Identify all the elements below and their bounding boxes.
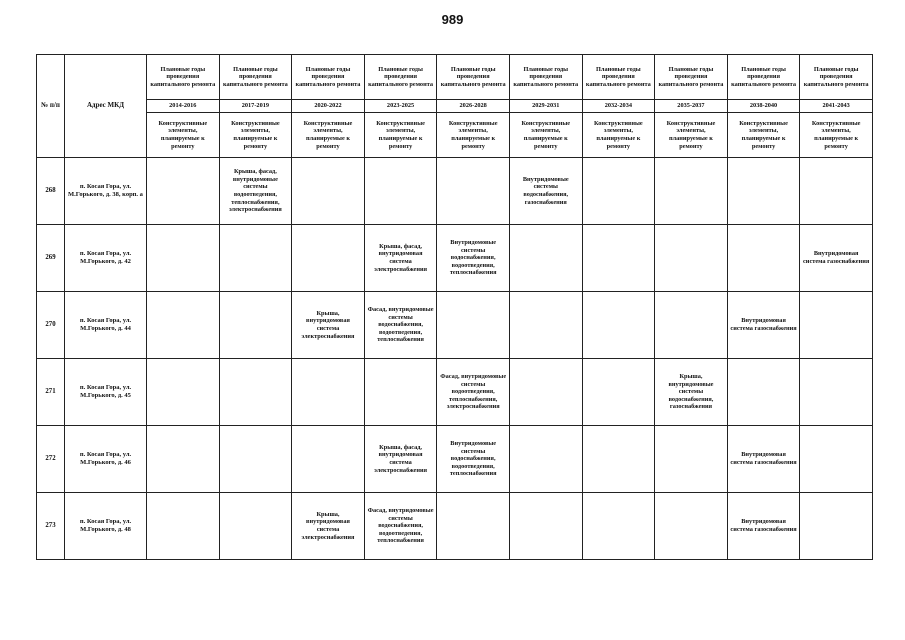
repair-elements-cell	[509, 493, 582, 560]
row-number: 273	[37, 493, 65, 560]
page-number: 989	[441, 12, 464, 27]
planned-header: Плановые годы проведения капитального ремонта	[509, 55, 582, 100]
elements-header: Конструктивные элементы, планируемые к ремонту	[437, 113, 510, 158]
table-row	[37, 359, 873, 426]
repair-elements-cell	[292, 359, 365, 426]
repair-elements-cell	[582, 158, 655, 225]
repair-elements-cell: Внутридомовая система газоснабжения	[727, 292, 800, 359]
repair-elements-cell	[582, 292, 655, 359]
col-address-header: Адрес МКД	[65, 55, 147, 158]
period-header: 2029-2031	[509, 100, 582, 113]
period-header: 2035-2037	[655, 100, 728, 113]
repair-elements-cell	[509, 225, 582, 292]
repair-elements-cell: Крыша, фасад, внутридомовая система электроснабжения	[364, 426, 437, 493]
repair-elements-cell: Внутридомовая система газоснабжения	[727, 426, 800, 493]
header-row-planned	[37, 55, 873, 100]
repair-elements-cell	[437, 493, 510, 560]
repair-elements-cell	[582, 359, 655, 426]
repair-elements-cell	[364, 158, 437, 225]
repair-elements-cell	[147, 292, 220, 359]
planned-header: Плановые годы проведения капитального ремонта	[800, 55, 873, 100]
repair-elements-cell	[655, 493, 728, 560]
repair-elements-cell	[509, 426, 582, 493]
period-header: 2032-2034	[582, 100, 655, 113]
repair-elements-cell	[582, 426, 655, 493]
elements-header: Конструктивные элементы, планируемые к ремонту	[292, 113, 365, 158]
row-number: 269	[37, 225, 65, 292]
table-header	[37, 55, 873, 158]
elements-header: Конструктивные элементы, планируемые к ремонту	[800, 113, 873, 158]
repair-elements-cell: Внутридомовые системы водоснабжения, водоотведения, теплоснабжения	[437, 426, 510, 493]
row-address: п. Косая Гора, ул. М.Горького, д. 45	[65, 359, 147, 426]
repair-elements-cell: Внутридомовые системы водоснабжения, водоотведения, теплоснабжения	[437, 225, 510, 292]
repair-elements-cell	[219, 426, 292, 493]
elements-header: Конструктивные элементы, планируемые к ремонту	[219, 113, 292, 158]
repair-elements-cell	[219, 359, 292, 426]
repair-elements-cell	[655, 426, 728, 493]
repair-elements-cell	[582, 225, 655, 292]
repair-elements-cell	[655, 292, 728, 359]
repair-elements-cell	[800, 292, 873, 359]
header-row-elements	[37, 113, 873, 158]
repair-elements-cell	[147, 359, 220, 426]
repair-elements-cell	[147, 493, 220, 560]
repair-elements-cell	[800, 158, 873, 225]
row-number: 268	[37, 158, 65, 225]
repair-elements-cell	[655, 225, 728, 292]
elements-header: Конструктивные элементы, планируемые к ремонту	[364, 113, 437, 158]
header-row-periods	[37, 100, 873, 113]
repair-elements-cell	[509, 359, 582, 426]
elements-header: Конструктивные элементы, планируемые к ремонту	[509, 113, 582, 158]
repair-elements-cell: Фасад, внутридомовые системы водоснабжения, водоотведения, теплоснабжения	[364, 493, 437, 560]
table-row	[37, 493, 873, 560]
repair-elements-cell: Крыша, внутридомовые системы водоснабжения, газоснабжения	[655, 359, 728, 426]
table-row	[37, 225, 873, 292]
elements-header: Конструктивные элементы, планируемые к ремонту	[147, 113, 220, 158]
repair-elements-cell: Фасад, внутридомовые системы водоотведения, теплоснабжения, электроснабжения	[437, 359, 510, 426]
planned-header: Плановые годы проведения капитального ремонта	[437, 55, 510, 100]
repair-elements-cell	[437, 158, 510, 225]
planned-header: Плановые годы проведения капитального ремонта	[364, 55, 437, 100]
repair-elements-cell	[292, 158, 365, 225]
row-address: п. Косая Гора, ул. М.Горького, д. 44	[65, 292, 147, 359]
period-header: 2017-2019	[219, 100, 292, 113]
repair-schedule-table	[36, 54, 873, 560]
repair-elements-cell: Крыша, фасад, внутридомовые системы водоотведения, теплоснабжения, электроснабжения	[219, 158, 292, 225]
col-num-header: № п/п	[37, 55, 65, 158]
repair-elements-cell	[292, 225, 365, 292]
row-address: п. Косая Гора, ул. М.Горького, д. 38, корп. а	[65, 158, 147, 225]
table-row	[37, 426, 873, 493]
period-header: 2041-2043	[800, 100, 873, 113]
repair-elements-cell	[364, 359, 437, 426]
repair-elements-cell	[727, 225, 800, 292]
repair-elements-cell	[800, 426, 873, 493]
table-row	[37, 158, 873, 225]
period-header: 2014-2016	[147, 100, 220, 113]
elements-header: Конструктивные элементы, планируемые к ремонту	[727, 113, 800, 158]
planned-header: Плановые годы проведения капитального ремонта	[727, 55, 800, 100]
repair-elements-cell	[147, 158, 220, 225]
planned-header: Плановые годы проведения капитального ремонта	[219, 55, 292, 100]
row-number: 271	[37, 359, 65, 426]
table-row	[37, 292, 873, 359]
row-number: 270	[37, 292, 65, 359]
repair-elements-cell	[437, 292, 510, 359]
repair-elements-cell	[727, 158, 800, 225]
row-address: п. Косая Гора, ул. М.Горького, д. 46	[65, 426, 147, 493]
planned-header: Плановые годы проведения капитального ремонта	[582, 55, 655, 100]
period-header: 2023-2025	[364, 100, 437, 113]
repair-elements-cell	[219, 493, 292, 560]
table-body	[37, 158, 873, 560]
row-address: п. Косая Гора, ул. М.Горького, д. 48	[65, 493, 147, 560]
repair-elements-cell: Крыша, фасад, внутридомовая система электроснабжения	[364, 225, 437, 292]
elements-header: Конструктивные элементы, планируемые к ремонту	[655, 113, 728, 158]
repair-elements-cell	[147, 426, 220, 493]
repair-elements-cell: Внутридомовая система газоснабжения	[800, 225, 873, 292]
repair-elements-cell	[509, 292, 582, 359]
repair-elements-cell	[219, 292, 292, 359]
repair-elements-cell: Крыша, внутридомовая система электроснабжения	[292, 292, 365, 359]
planned-header: Плановые годы проведения капитального ремонта	[292, 55, 365, 100]
period-header: 2026-2028	[437, 100, 510, 113]
row-address: п. Косая Гора, ул. М.Горького, д. 42	[65, 225, 147, 292]
repair-elements-cell	[727, 359, 800, 426]
repair-elements-cell	[582, 493, 655, 560]
repair-elements-cell: Крыша, внутридомовая система электроснабжения	[292, 493, 365, 560]
repair-elements-cell	[219, 225, 292, 292]
planned-header: Плановые годы проведения капитального ремонта	[655, 55, 728, 100]
repair-elements-cell: Внутридомовая система газоснабжения	[727, 493, 800, 560]
row-number: 272	[37, 426, 65, 493]
repair-elements-cell: Внутридомовые системы водоснабжения, газоснабжения	[509, 158, 582, 225]
repair-elements-cell	[147, 225, 220, 292]
repair-elements-cell	[292, 426, 365, 493]
repair-elements-cell: Фасад, внутридомовые системы водоснабжения, водоотведения, теплоснабжения	[364, 292, 437, 359]
period-header: 2038-2040	[727, 100, 800, 113]
planned-header: Плановые годы проведения капитального ремонта	[147, 55, 220, 100]
repair-elements-cell	[800, 359, 873, 426]
period-header: 2020-2022	[292, 100, 365, 113]
repair-elements-cell	[655, 158, 728, 225]
elements-header: Конструктивные элементы, планируемые к ремонту	[582, 113, 655, 158]
repair-elements-cell	[800, 493, 873, 560]
